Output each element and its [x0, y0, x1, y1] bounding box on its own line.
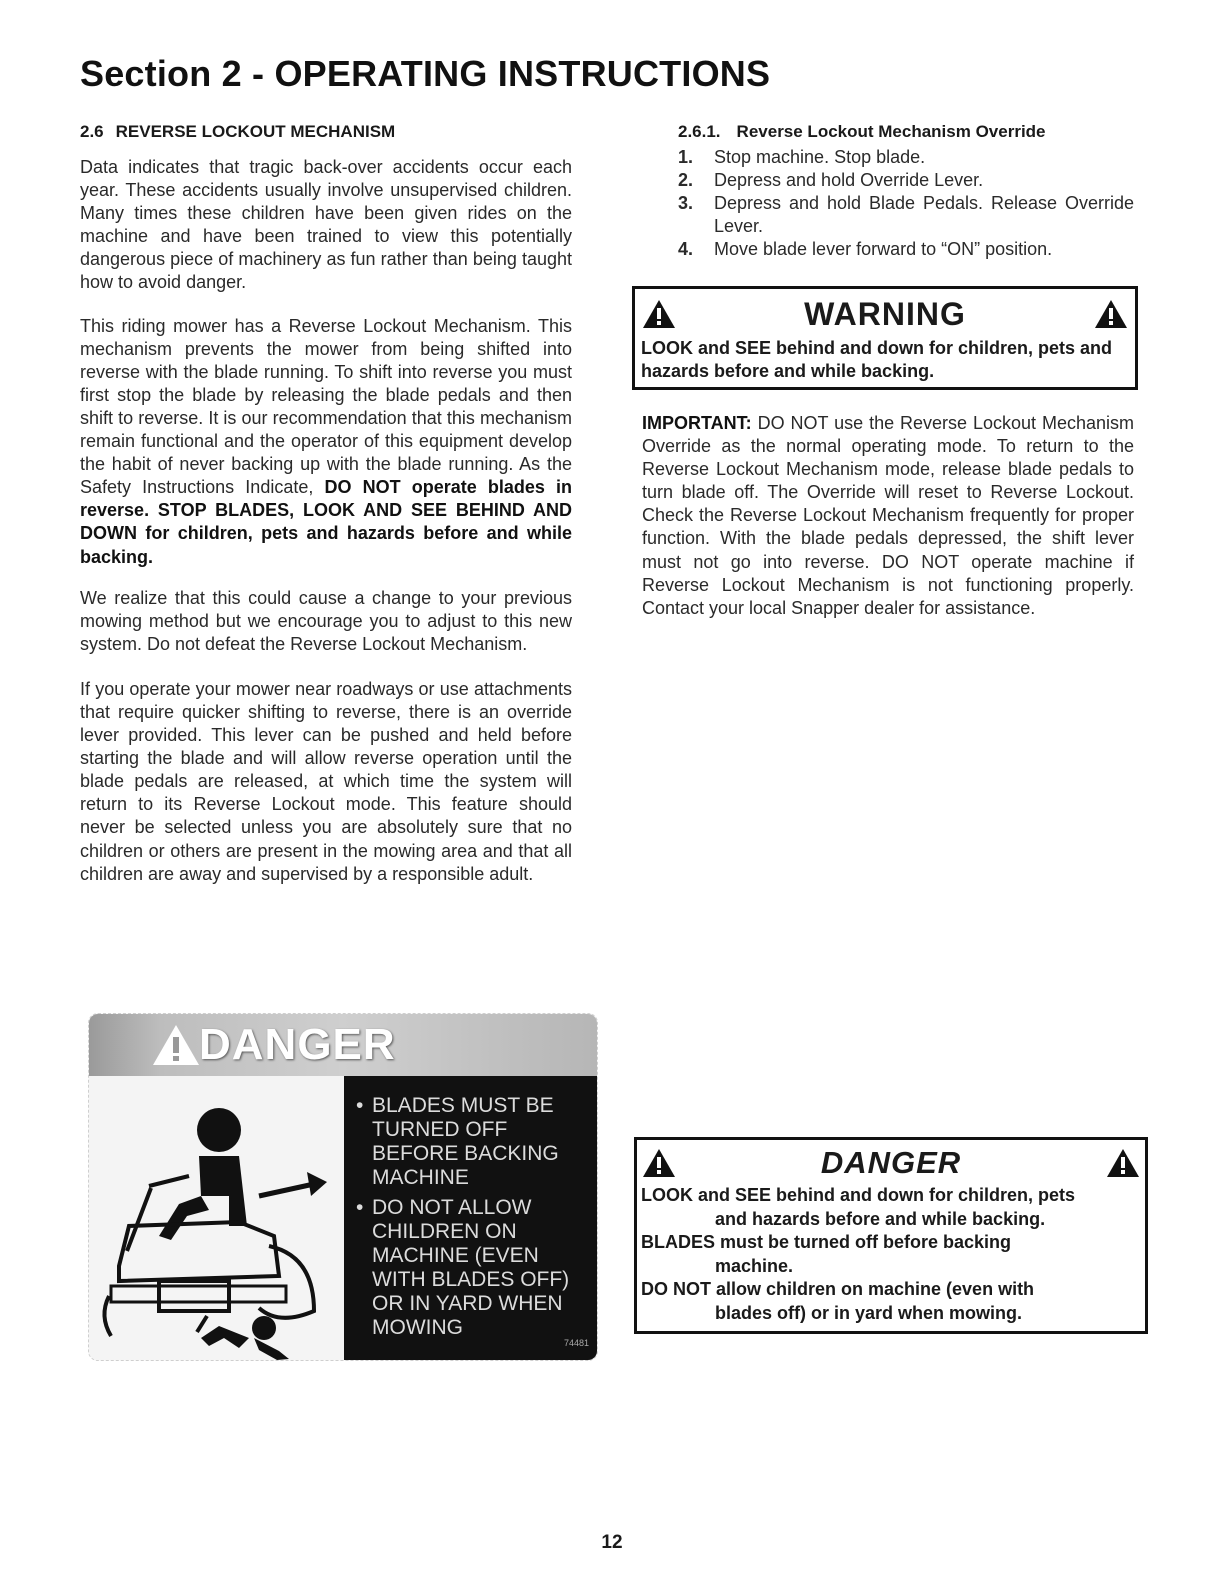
- decal-warning-item: • BLADES MUST BE TURNED OFF BEFORE BACKING MACHINE: [356, 1094, 589, 1190]
- subsection-title: Reverse Lockout Mechanism Override: [736, 122, 1046, 141]
- step-text: Depress and hold Override Lever.: [714, 170, 984, 190]
- warning-triangle-icon: [641, 298, 677, 330]
- right-column: [642, 120, 1134, 261]
- danger-triangle-icon: [641, 1147, 677, 1179]
- paragraph-4: If you operate your mower near roadways or use attachments that require quicker shifting to reverse, there is an override lever provided. This lever can be pushed and held before starting the blade and will allow reverse operation until the blade pedals are released, at which time the system will return to its Reverse Lockout mode. This feature should never be selected unless you are absolutely sure that no children or others are present in the mowing area and that all children are away and supervised by a responsible adult.: [80, 678, 572, 884]
- step-number: 4.: [678, 239, 694, 259]
- decal-warning-triangle-icon: [151, 1023, 201, 1067]
- important-label: IMPORTANT:: [642, 413, 752, 433]
- important-text: DO NOT use the Reverse Lockout Mechanism Override as the normal operating mode. To return to the Reverse Lockout Mechanism mode, release blade pedals to turn blade off. The Override will reset to Reverse Lockout. Check the Reverse Lockout Mechanism frequently for proper function. With the blade pedals depressed, the shift lever must not go into reverse. DO NOT operate machine if Reverse Lockout Mechanism is not functioning properly. Contact your local Snapper dealer for assistance.: [642, 413, 1134, 618]
- danger-line-first: BLADES must be turned off before backing: [641, 1232, 1012, 1252]
- danger-line-cont: and hazards before and while backing.: [715, 1208, 1046, 1229]
- paragraph-2-bold: DO NOT operate blades in reverse. STOP BLADES, LOOK AND SEE BEHIND AND DOWN for children, pets and hazards before and while backing.: [80, 477, 572, 567]
- paragraph-3: We realize that this could cause a change to your previous mowing method but we encourage you to adjust to this new system. Do not defeat the Reverse Lockout Mechanism.: [80, 587, 572, 654]
- decal-banner: [89, 1014, 597, 1076]
- danger-decal: [88, 1013, 598, 1361]
- danger-line: [641, 1184, 1141, 1231]
- danger-line-cont: machine.: [715, 1255, 794, 1276]
- page-title: Section 2 - OPERATING INSTRUCTIONS: [80, 53, 771, 94]
- section-title: REVERSE LOCKOUT MECHANISM: [115, 122, 396, 141]
- override-steps: [642, 146, 1134, 261]
- warning-triangle-icon: [1093, 298, 1129, 330]
- step-text: Move blade lever forward to “ON” position.: [714, 239, 1053, 259]
- danger-line: [641, 1231, 1141, 1278]
- step-item: [678, 238, 1134, 261]
- warning-title: WARNING: [804, 295, 966, 332]
- decal-text-panel: [344, 1076, 597, 1360]
- step-item: [678, 192, 1134, 238]
- paragraph-2-text: This riding mower has a Reverse Lockout Mechanism. This mechanism prevents the mower from being shifted into reverse with the blade running. To shift into reverse you must first stop the blade by releasing the blade pedals and then shift to reverse. It is our recommendation that this mechanism remain functional and the operator of this equipment develop the habit of never backing up with the blade running. As the Safety Instructions Indicate,: [80, 315, 572, 498]
- decal-code: 74481: [563, 1338, 589, 1348]
- danger-line-first: LOOK and SEE behind and down for children, pets: [641, 1185, 1076, 1205]
- decal-pictogram: [89, 1076, 344, 1360]
- subsection-number: 2.6.1.: [678, 122, 721, 141]
- paragraph-2: [80, 315, 572, 569]
- danger-box: [634, 1137, 1148, 1334]
- step-item: [678, 169, 1134, 192]
- decal-warning-list: [356, 1094, 589, 1346]
- section-number: 2.6: [80, 122, 104, 141]
- danger-triangle-icon: [1105, 1147, 1141, 1179]
- danger-line-cont: blades off) or in yard when mowing.: [715, 1302, 1023, 1323]
- page-number: 12: [601, 1532, 623, 1553]
- warning-title-row: [641, 291, 1129, 337]
- step-number: 3.: [678, 193, 694, 213]
- danger-line-first: DO NOT allow children on machine (even with: [641, 1279, 1035, 1299]
- important-paragraph: [642, 412, 1134, 620]
- step-text: Stop machine. Stop blade.: [714, 147, 926, 167]
- warning-box: [632, 286, 1138, 390]
- section-heading: [80, 120, 572, 144]
- left-column: [80, 120, 572, 900]
- paragraph-1: Data indicates that tragic back-over accidents occur each year. These accidents usually involve unsupervised children. Many times these children have been given rides on the machine and have been trained to view this potentially dangerous piece of machinery as fun rather than being taught how to avoid danger.: [80, 157, 572, 293]
- step-item: [678, 146, 1134, 169]
- danger-line: [641, 1278, 1141, 1325]
- subsection-heading: [642, 120, 1134, 144]
- warning-text: LOOK and SEE behind and down for children, pets and hazards before and while backing.: [641, 338, 1113, 381]
- decal-warning-item: • DO NOT ALLOW CHILDREN ON MACHINE (EVEN WITH BLADES OFF) OR IN YARD WHEN MOWING: [356, 1196, 589, 1340]
- decal-banner-text: DANGER: [199, 1020, 396, 1069]
- step-text: Depress and hold Blade Pedals. Release Override Lever.: [714, 193, 1134, 236]
- mower-backover-pictogram-icon: [89, 1076, 344, 1360]
- danger-title-row: [641, 1142, 1141, 1184]
- danger-title: DANGER: [820, 1145, 962, 1180]
- step-number: 2.: [678, 170, 694, 190]
- step-number: 1.: [678, 147, 694, 167]
